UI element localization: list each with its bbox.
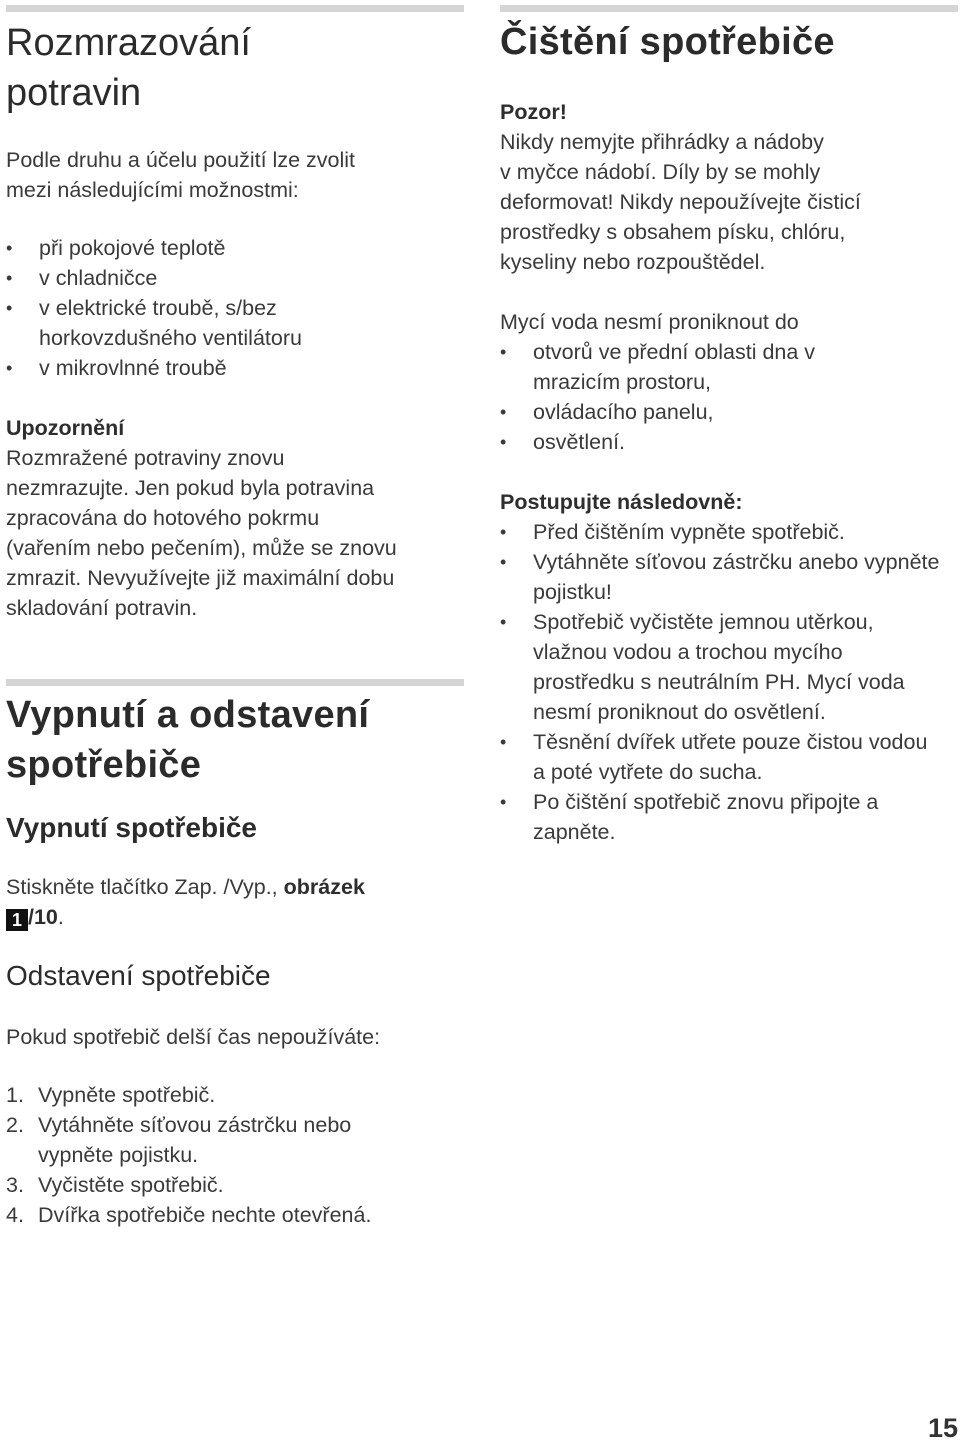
list-item: • ovládacího panelu, bbox=[500, 397, 840, 427]
list-item: 4. Dvířka spotřebiče nechte otevřená. bbox=[6, 1203, 372, 1227]
list-item: 3. Vyčistěte spotřebič. bbox=[6, 1173, 224, 1197]
figure-label: obrázek bbox=[283, 875, 365, 899]
list-item: • v mikrovlnné troubě bbox=[6, 353, 376, 383]
standby-steps bbox=[6, 1080, 466, 1230]
off-title bbox=[6, 690, 466, 790]
section-rule bbox=[500, 5, 958, 12]
section-rule bbox=[6, 5, 464, 12]
list-item: 2. Vytáhněte síťovou zástrčku nebo vypněte pojistku. bbox=[6, 1113, 352, 1167]
list-item: • v chladničce bbox=[6, 263, 376, 293]
list-item: • Před čištěním vypněte spotřebič. bbox=[500, 517, 940, 547]
notice-title: Upozornění bbox=[6, 416, 125, 440]
list-item: • Po čištění spotřebič znovu připojte a zapněte. bbox=[500, 787, 940, 847]
caution-text: Nikdy nemyjte přihrádky a nádoby v myčce nádobí. Díly by se mohly deformovat! Nikdy nepoužívejte čisticí prostředky s obsahem písku, chlóru, kyseliny nebo rozpouštědel. bbox=[500, 130, 861, 274]
standby-title: Odstavení spotřebiče bbox=[6, 960, 271, 991]
thaw-intro: Podle druhu a účelu použití lze zvolit mezi následujícími možnostmi: bbox=[6, 148, 355, 202]
thaw-options-list bbox=[6, 233, 376, 383]
list-item: • při pokojové teplotě bbox=[6, 233, 376, 263]
list-item: • Vytáhněte síťovou zástrčku anebo vypněte pojistku! bbox=[500, 547, 940, 607]
list-item: • osvětlení. bbox=[500, 427, 840, 457]
standby-intro: Pokud spotřebič delší čas nepoužíváte: bbox=[6, 1025, 381, 1049]
left-column bbox=[6, 0, 466, 1230]
water-list bbox=[500, 337, 840, 457]
off-title-line1: Vypnutí a odstavení bbox=[6, 694, 370, 736]
cleaning-title: Čištění spotřebiče bbox=[500, 21, 835, 63]
caution-title: Pozor! bbox=[500, 100, 567, 124]
right-column bbox=[500, 0, 945, 847]
thaw-title bbox=[6, 18, 466, 118]
list-item: • otvorů ve přední oblasti dna v mrazicím prostoru, bbox=[500, 337, 840, 397]
list-item: • Spotřebič vyčistěte jemnou utěrkou, vlažnou vodou a trochou mycího prostředku s neutrálním PH. Mycí voda nesmí proniknout do osvětlení. bbox=[500, 607, 940, 727]
list-item: • v elektrické troubě, s/bez horkovzdušného ventilátoru bbox=[6, 293, 376, 353]
off-title-line2: spotřebiče bbox=[6, 744, 202, 786]
procedure-list bbox=[500, 517, 940, 847]
procedure-title: Postupujte následovně: bbox=[500, 490, 743, 514]
list-item: • Těsnění dvířek utřete pouze čistou vodou a poté vytřete do sucha. bbox=[500, 727, 940, 787]
switch-off-title: Vypnutí spotřebiče bbox=[6, 812, 258, 843]
figure-number-badge: 1 bbox=[6, 909, 28, 931]
water-intro: Mycí voda nesmí proniknout do bbox=[500, 310, 799, 334]
switch-off-text: Stiskněte tlačítko Zap. /Vyp., obrázek 1 /10. bbox=[6, 875, 365, 930]
list-item: 1. Vypněte spotřebič. bbox=[6, 1083, 216, 1107]
notice-text: Rozmražené potraviny znovu nezmrazujte. Jen pokud byla potravina zpracována do hotového pokrmu (vařením nebo pečením), může se znovu zmrazit. Nevyužívejte již maximální dobu skladování potravin. bbox=[6, 446, 397, 620]
figure-suffix: /10 bbox=[28, 905, 58, 929]
thaw-title-line2: potravin bbox=[6, 72, 142, 114]
section-rule bbox=[6, 679, 464, 686]
thaw-title-line1: Rozmrazování bbox=[6, 22, 251, 64]
page-number: 15 bbox=[927, 1413, 958, 1443]
